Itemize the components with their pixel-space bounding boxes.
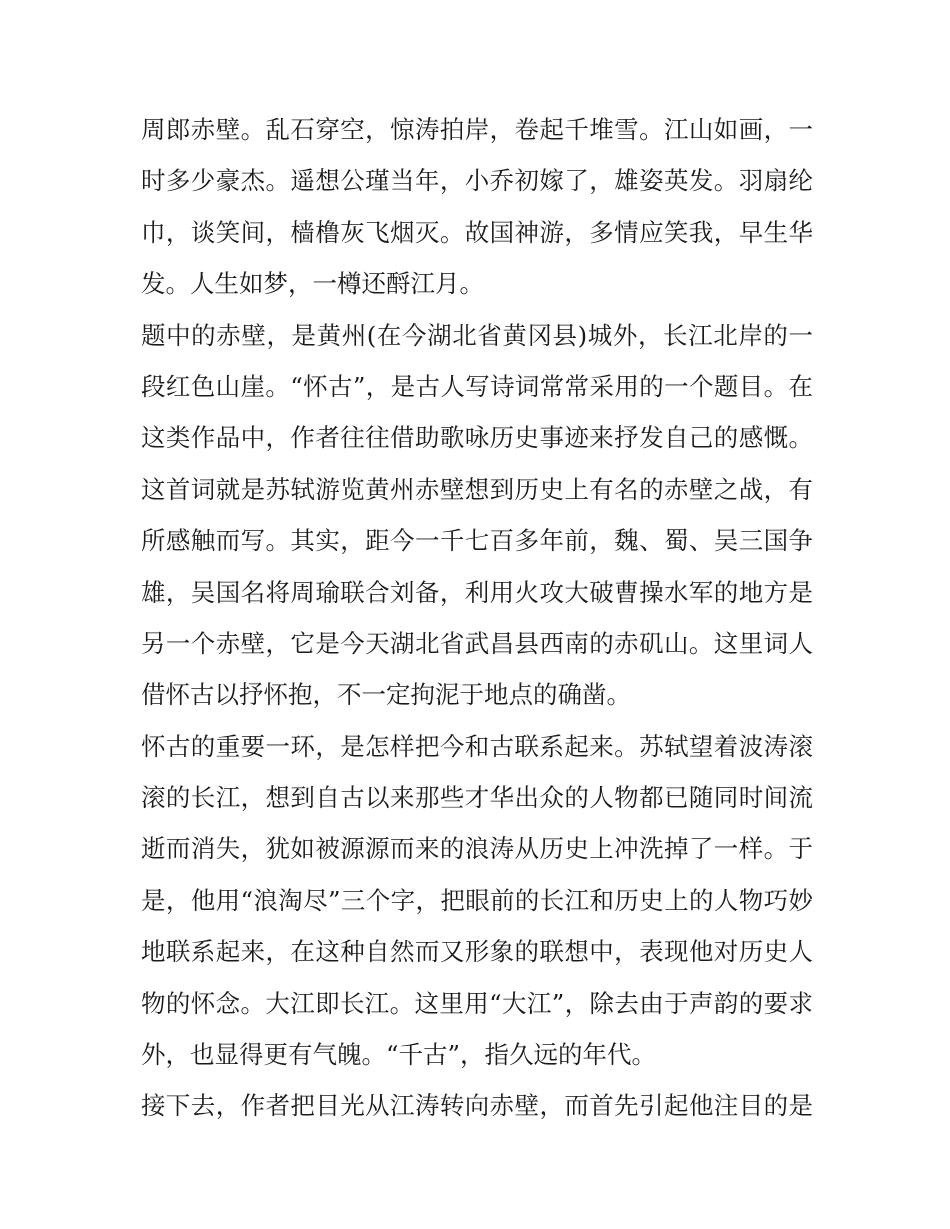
text-line: 周郎赤壁。乱石穿空，惊涛拍岸，卷起千堆雪。江山如画，一	[141, 115, 813, 144]
paragraph-poem-continuation	[141, 104, 813, 310]
text-line: 题中的赤壁，是黄州(在今湖北省黄冈县)城外，长江北岸的一	[141, 320, 813, 350]
text-line: 这类作品中，作者往往借助歌咏历史事迹来抒发自己的感慨。	[141, 423, 813, 453]
text-line: 怀古的重要一环，是怎样把今和古联系起来。苏轼望着波涛滚	[141, 731, 813, 761]
body-text	[141, 104, 813, 1132]
paragraph-next-section	[141, 1080, 813, 1131]
text-line: 另一个赤壁，它是今天湖北省武昌县西南的赤矶山。这里词人	[141, 628, 813, 658]
paragraph-past-present-link	[141, 721, 813, 1081]
text-line: 是，他用“浪淘尽”三个字，把眼前的长江和历史上的人物巧妙	[141, 885, 813, 915]
text-line: 地联系起来，在这种自然而又形象的联想中，表现他对历史人	[141, 937, 813, 967]
text-line: 雄，吴国名将周瑜联合刘备，利用火攻大破曹操水军的地方是	[141, 577, 813, 607]
text-line: 物的怀念。大江即长江。这里用“大江”，除去由于声韵的要求	[141, 988, 813, 1018]
text-line: 逝而消失，犹如被源源而来的浪涛从历史上冲洗掉了一样。于	[141, 834, 813, 864]
text-line: 滚的长江，想到自古以来那些才华出众的人物都已随同时间流	[141, 783, 813, 813]
text-line: 外，也显得更有气魄。“千古”，指久远的年代。	[141, 1040, 657, 1070]
text-line: 接下去，作者把目光从江涛转向赤壁，而首先引起他注目的是	[141, 1091, 813, 1121]
text-line: 借怀古以抒怀抱，不一定拘泥于地点的确凿。	[141, 680, 631, 710]
paragraph-title-explanation	[141, 310, 813, 721]
text-line: 发。人生如梦，一樽还酹江月。	[141, 269, 484, 299]
text-line: 巾，谈笑间，樯橹灰飞烟灭。故国神游，多情应笑我，早生华	[141, 217, 813, 247]
text-line: 这首词就是苏轼游览黄州赤壁想到历史上有名的赤壁之战，有	[141, 474, 813, 504]
text-line: 段红色山崖。“怀古”，是古人写诗词常常采用的一个题目。在	[141, 371, 813, 401]
text-line: 所感触而写。其实，距今一千七百多年前，魏、蜀、吴三国争	[141, 526, 813, 556]
text-line: 时多少豪杰。遥想公瑾当年，小乔初嫁了，雄姿英发。羽扇纶	[141, 166, 813, 196]
